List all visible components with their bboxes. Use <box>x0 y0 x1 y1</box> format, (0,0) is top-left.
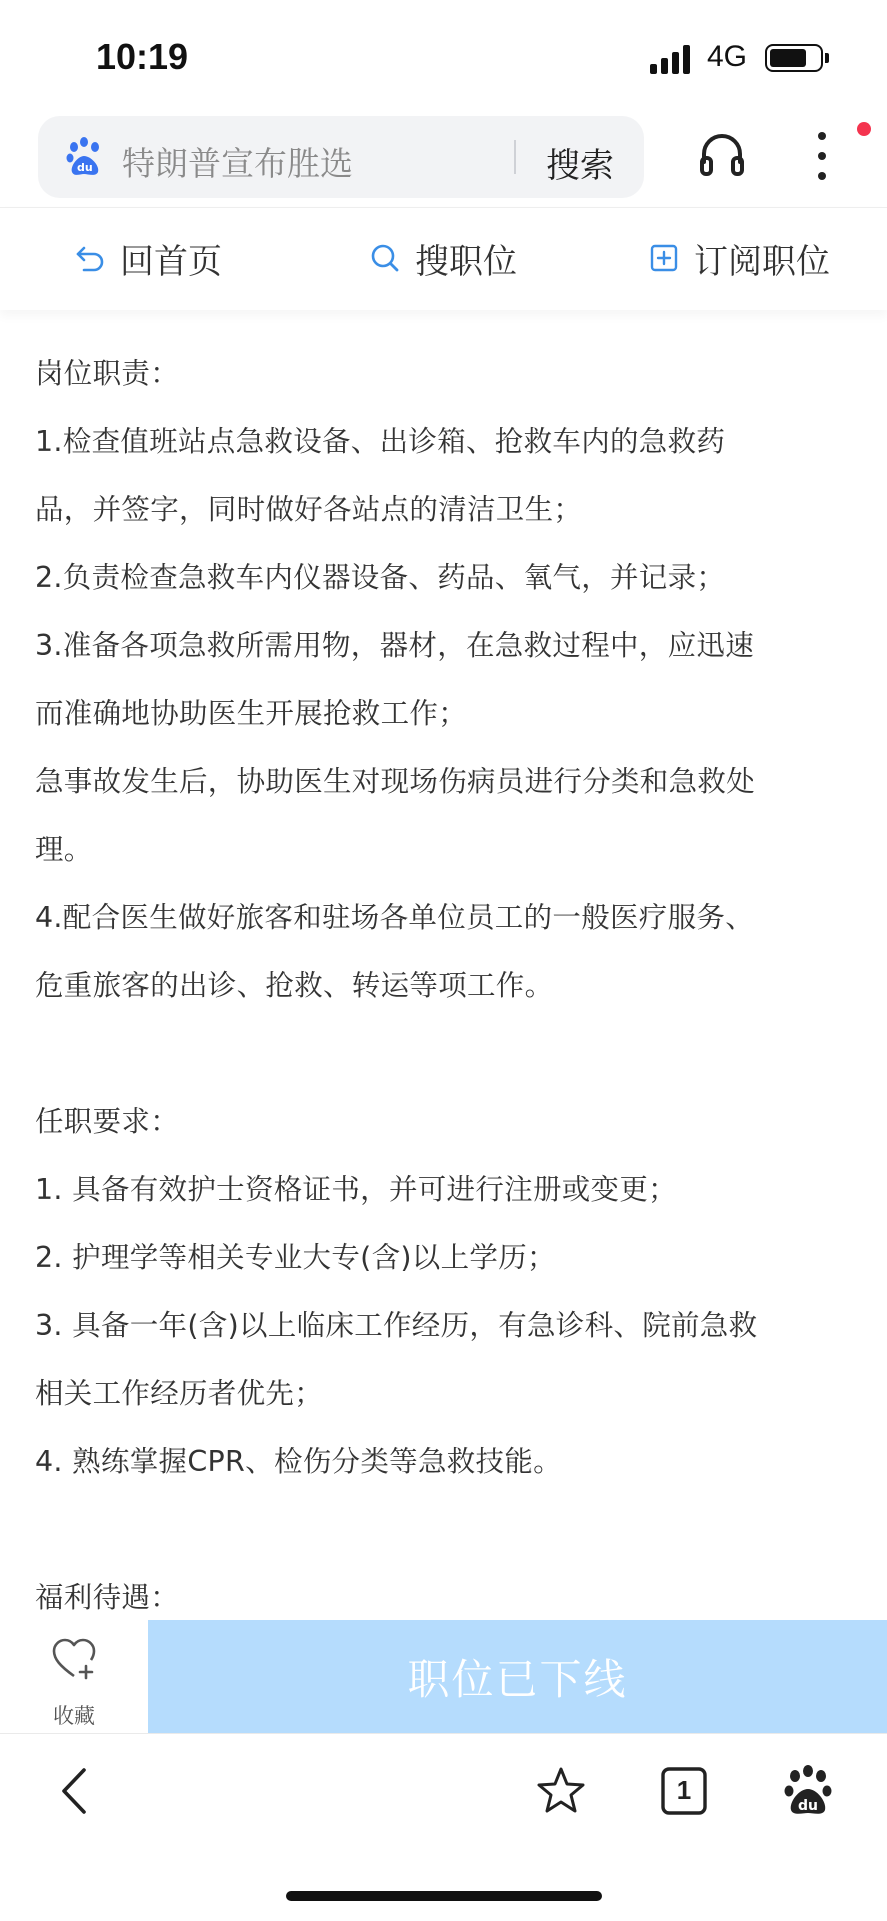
blank-line <box>35 1496 855 1564</box>
text-line: 任职要求： <box>35 1105 180 1138</box>
favorite-label: 收藏 <box>53 1704 95 1728</box>
text-line: 4.配合医生做好旅客和驻场各单位员工的一般医疗服务、 <box>35 901 754 934</box>
home-indicator <box>286 1891 602 1901</box>
search-box[interactable] <box>38 116 644 198</box>
favorite-button[interactable] <box>0 1620 148 1733</box>
text-line: 1. 具备有效护士资格证书，并可进行注册或变更； <box>35 1173 677 1206</box>
text-line: 2. 护理学等相关专业大专(含)以上学历； <box>35 1241 556 1274</box>
position-offline-button[interactable] <box>148 1620 887 1733</box>
text-line: 品，并签字，同时做好各站点的清洁卫生； <box>35 493 583 526</box>
text-line: 危重旅客的出诊、抢救、转运等项工作。 <box>35 969 554 1002</box>
nav-subscribe[interactable] <box>648 238 830 282</box>
svg-text:du: du <box>77 161 93 174</box>
text-line: 3.准备各项急救所需用物，器材，在急救过程中，应迅速 <box>35 629 754 662</box>
baidu-paw-icon[interactable] <box>781 1764 835 1818</box>
battery-icon <box>765 44 823 72</box>
job-action-bar <box>0 1620 887 1733</box>
nav-home[interactable] <box>74 238 222 282</box>
text-line: 急事故发生后，协助医生对现场伤病员进行分类和急救处 <box>35 765 756 798</box>
heart-plus-icon <box>50 1636 98 1682</box>
search-divider <box>514 140 516 174</box>
search-header <box>0 110 887 206</box>
nav-home-label: 回首页 <box>120 241 222 282</box>
job-nav-bar <box>0 207 887 310</box>
notification-dot <box>857 122 871 136</box>
return-icon <box>74 242 106 274</box>
blank-line <box>35 1020 855 1088</box>
text-line: 而准确地协助医生开展抢救工作； <box>35 697 468 730</box>
back-arrow-icon[interactable] <box>50 1764 104 1818</box>
job-description <box>35 340 855 1632</box>
nav-subscribe-label: 订阅职位 <box>694 241 830 282</box>
search-icon <box>369 242 401 274</box>
text-line: 1.检查值班站点急救设备、出诊箱、抢救车内的急救药 <box>35 425 726 458</box>
baidu-paw-icon <box>64 136 106 178</box>
text-line: 4. 熟练掌握CPR、检伤分类等急救技能。 <box>35 1445 562 1478</box>
more-menu-icon[interactable] <box>812 130 832 184</box>
headphone-icon[interactable] <box>697 130 747 180</box>
text-line: 福利待遇： <box>35 1581 180 1614</box>
tabs-button[interactable] <box>657 1764 711 1818</box>
search-button[interactable]: 搜索 <box>546 146 614 186</box>
text-line: 岗位职责： <box>35 357 180 390</box>
signal-icon <box>650 44 692 74</box>
network-type: 4G <box>707 40 748 73</box>
subscribe-plus-icon <box>648 242 680 274</box>
status-bar <box>0 0 887 110</box>
status-time: 10:19 <box>96 36 189 77</box>
text-line: 理。 <box>35 833 93 866</box>
text-line: 3. 具备一年(含)以上临床工作经历，有急诊科、院前急救 <box>35 1309 758 1342</box>
text-line: 相关工作经历者优先； <box>35 1377 324 1410</box>
nav-search-jobs-label: 搜职位 <box>415 241 517 282</box>
nav-search-jobs[interactable] <box>369 238 517 282</box>
search-query[interactable]: 特朗普宣布胜选 <box>122 144 353 183</box>
position-offline-label: 职位已下线 <box>407 1654 628 1704</box>
star-icon[interactable] <box>534 1764 588 1818</box>
tab-count: 1 <box>676 1775 692 1805</box>
text-line: 2.负责检查急救车内仪器设备、药品、氧气，并记录； <box>35 561 726 594</box>
battery-tip <box>825 53 829 63</box>
svg-text:du: du <box>798 1798 818 1814</box>
